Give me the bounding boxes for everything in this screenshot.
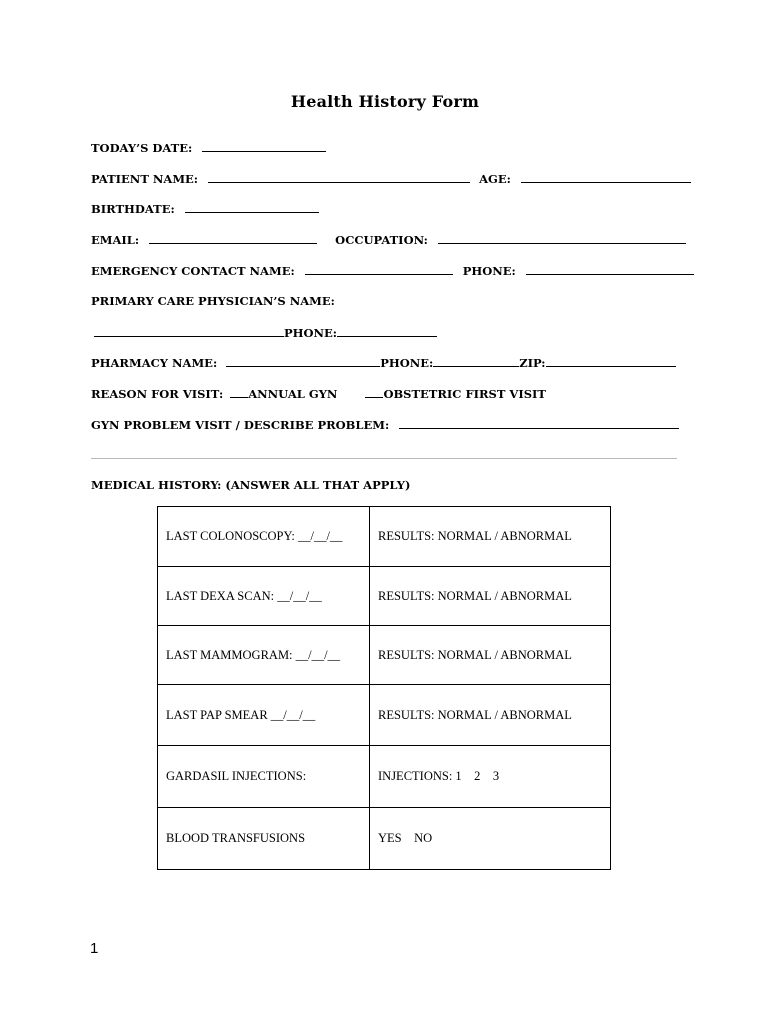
annual-gyn-label: ANNUAL GYN [248, 387, 338, 401]
history-item: LAST MAMMOGRAM: __/__/__ [158, 626, 370, 685]
medical-history-heading: MEDICAL HISTORY: (ANSWER ALL THAT APPLY) [91, 478, 411, 492]
birthdate-field[interactable] [185, 201, 319, 213]
reason-label: REASON FOR VISIT: [91, 387, 224, 401]
emergency-contact-label: EMERGENCY CONTACT NAME: [91, 264, 295, 278]
email-field[interactable] [149, 232, 317, 244]
history-item: GARDASIL INJECTIONS: [158, 746, 370, 808]
annual-gyn-checkbox[interactable] [230, 386, 248, 398]
emergency-phone-label: PHONE: [462, 264, 516, 278]
medical-history-table [157, 506, 611, 870]
occupation-field[interactable] [438, 232, 686, 244]
history-result[interactable]: RESULTS: NORMAL / ABNORMAL [370, 567, 611, 626]
history-item: LAST DEXA SCAN: __/__/__ [158, 567, 370, 626]
emergency-contact-row [91, 263, 694, 278]
section-divider [91, 458, 677, 459]
history-result[interactable]: RESULTS: NORMAL / ABNORMAL [370, 685, 611, 746]
pcp-detail-row [94, 325, 437, 340]
emergency-contact-field[interactable] [305, 263, 453, 275]
pharmacy-zip-field[interactable] [546, 355, 676, 367]
gyn-problem-row [91, 417, 679, 432]
pharmacy-phone-label: PHONE: [380, 356, 434, 370]
table-row [158, 507, 611, 567]
occupation-label: OCCUPATION: [335, 233, 428, 247]
history-result[interactable]: RESULTS: NORMAL / ABNORMAL [370, 507, 611, 567]
table-row [158, 685, 611, 746]
pharmacy-row [91, 355, 676, 370]
emergency-phone-field[interactable] [526, 263, 694, 275]
todays-date-field[interactable] [202, 140, 326, 152]
todays-date-label: TODAY’S DATE: [91, 141, 193, 155]
pcp-name-label: PRIMARY CARE PHYSICIAN’S NAME: [91, 294, 335, 308]
pcp-row [91, 294, 335, 308]
history-item: BLOOD TRANSFUSIONS [158, 808, 370, 870]
birthdate-row [91, 201, 319, 216]
pcp-name-field[interactable] [94, 325, 284, 337]
history-item: LAST COLONOSCOPY: __/__/__ [158, 507, 370, 567]
pharmacy-zip-label: ZIP: [519, 356, 546, 370]
history-item: LAST PAP SMEAR __/__/__ [158, 685, 370, 746]
table-row [158, 626, 611, 685]
pharmacy-phone-field[interactable] [433, 355, 519, 367]
birthdate-label: BIRTHDATE: [91, 202, 175, 216]
history-result[interactable]: RESULTS: NORMAL / ABNORMAL [370, 626, 611, 685]
pharmacy-name-field[interactable] [226, 355, 380, 367]
table-row [158, 567, 611, 626]
obstetric-label: OBSTETRIC FIRST VISIT [383, 387, 546, 401]
patient-name-field[interactable] [208, 171, 470, 183]
email-label: EMAIL: [91, 233, 140, 247]
page-number: 1 [90, 940, 99, 957]
todays-date-row [91, 140, 326, 155]
pcp-phone-label: PHONE: [284, 326, 338, 340]
age-label: AGE: [479, 172, 511, 186]
table-row [158, 746, 611, 808]
patient-name-row [91, 171, 691, 186]
patient-name-label: PATIENT NAME: [91, 172, 199, 186]
history-result[interactable]: YES NO [370, 808, 611, 870]
age-field[interactable] [521, 171, 691, 183]
pcp-phone-field[interactable] [337, 325, 437, 337]
gyn-problem-field[interactable] [399, 417, 679, 429]
reason-row [91, 386, 546, 401]
page-title: Health History Form [290, 92, 480, 111]
pharmacy-name-label: PHARMACY NAME: [91, 356, 218, 370]
table-row [158, 808, 611, 870]
gyn-problem-label: GYN PROBLEM VISIT / DESCRIBE PROBLEM: [91, 418, 390, 432]
history-result[interactable]: INJECTIONS: 1 2 3 [370, 746, 611, 808]
obstetric-checkbox[interactable] [365, 386, 383, 398]
email-row [91, 232, 686, 247]
